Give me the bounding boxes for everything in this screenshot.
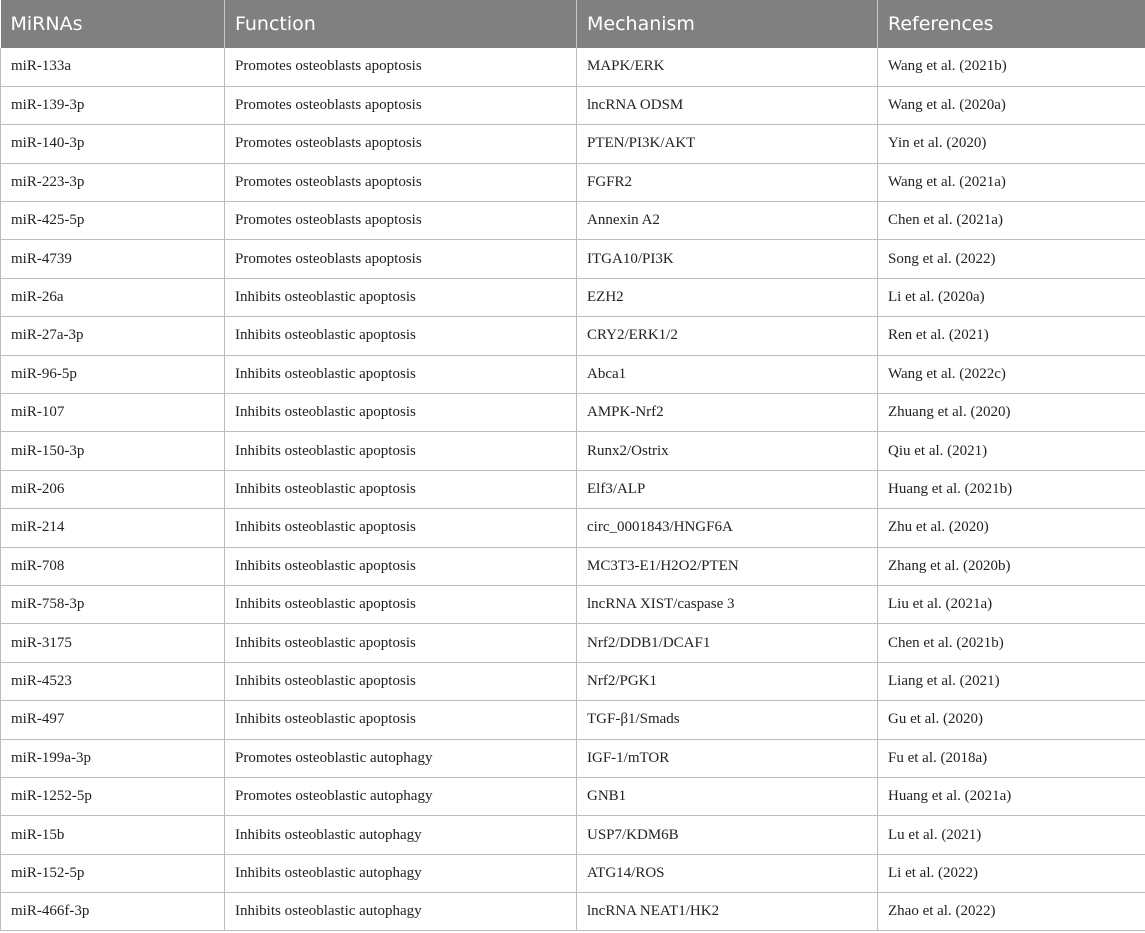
table-row <box>1 624 1145 662</box>
cell-function: Promotes osteoblasts apoptosis <box>225 48 577 86</box>
table-row <box>1 854 1145 892</box>
cell-reference: Zhao et al. (2022) <box>878 893 1145 931</box>
cell-mechanism: GNB1 <box>577 777 878 815</box>
cell-function: Promotes osteoblastic autophagy <box>225 739 577 777</box>
cell-reference: Chen et al. (2021a) <box>878 202 1145 240</box>
cell-mechanism: EZH2 <box>577 278 878 316</box>
cell-function: Inhibits osteoblastic apoptosis <box>225 585 577 623</box>
table-row <box>1 585 1145 623</box>
cell-mechanism: ITGA10/PI3K <box>577 240 878 278</box>
header-references: References <box>888 13 994 35</box>
cell-mirna: miR-206 <box>1 470 225 508</box>
cell-reference: Huang et al. (2021a) <box>878 777 1145 815</box>
table-row <box>1 317 1145 355</box>
cell-mirna: miR-27a-3p <box>1 317 225 355</box>
table-row <box>1 701 1145 739</box>
cell-reference: Liu et al. (2021a) <box>878 585 1145 623</box>
header-function: Function <box>225 0 577 48</box>
cell-mechanism: PTEN/PI3K/AKT <box>577 125 878 163</box>
cell-mechanism: TGF-β1/Smads <box>577 701 878 739</box>
cell-reference: Lu et al. (2021) <box>878 816 1145 854</box>
table-row <box>1 394 1145 432</box>
cell-mirna: miR-15b <box>1 816 225 854</box>
cell-mirna: miR-758-3p <box>1 585 225 623</box>
cell-function: Inhibits osteoblastic autophagy <box>225 816 577 854</box>
cell-function: Inhibits osteoblastic autophagy <box>225 854 577 892</box>
cell-reference: Huang et al. (2021b) <box>878 470 1145 508</box>
cell-reference: Zhuang et al. (2020) <box>878 394 1145 432</box>
cell-reference: Wang et al. (2021a) <box>878 163 1145 201</box>
table-row <box>1 125 1145 163</box>
cell-reference: Wang et al. (2020a) <box>878 86 1145 124</box>
table-row <box>1 777 1145 815</box>
cell-mechanism: CRY2/ERK1/2 <box>577 317 878 355</box>
cell-function: Promotes osteoblasts apoptosis <box>225 125 577 163</box>
cell-function: Inhibits osteoblastic apoptosis <box>225 355 577 393</box>
cell-mechanism: Elf3/ALP <box>577 470 878 508</box>
table-row <box>1 240 1145 278</box>
table-row <box>1 509 1145 547</box>
cell-mirna: miR-199a-3p <box>1 739 225 777</box>
cell-reference: Liang et al. (2021) <box>878 662 1145 700</box>
header-mechanism: Mechanism <box>577 0 878 48</box>
table-row <box>1 48 1145 86</box>
cell-mechanism: USP7/KDM6B <box>577 816 878 854</box>
cell-mechanism: lncRNA XIST/caspase 3 <box>577 585 878 623</box>
table-row <box>1 202 1145 240</box>
cell-mirna: miR-708 <box>1 547 225 585</box>
cell-reference: Fu et al. (2018a) <box>878 739 1145 777</box>
cell-mirna: miR-466f-3p <box>1 893 225 931</box>
cell-function: Promotes osteoblasts apoptosis <box>225 163 577 201</box>
cell-mechanism: FGFR2 <box>577 163 878 201</box>
cell-function: Inhibits osteoblastic apoptosis <box>225 662 577 700</box>
cell-mirna: miR-139-3p <box>1 86 225 124</box>
cell-mirna: miR-140-3p <box>1 125 225 163</box>
cell-function: Promotes osteoblastic autophagy <box>225 777 577 815</box>
cell-reference: Zhang et al. (2020b) <box>878 547 1145 585</box>
cell-function: Inhibits osteoblastic apoptosis <box>225 432 577 470</box>
cell-mirna: miR-4739 <box>1 240 225 278</box>
cell-reference: Wang et al. (2021b) <box>878 48 1145 86</box>
cell-mirna: miR-152-5p <box>1 854 225 892</box>
table-row <box>1 662 1145 700</box>
header-row <box>1 0 1145 48</box>
cell-function: Inhibits osteoblastic apoptosis <box>225 624 577 662</box>
cell-function: Promotes osteoblasts apoptosis <box>225 86 577 124</box>
cell-mirna: miR-425-5p <box>1 202 225 240</box>
cell-mirna: miR-1252-5p <box>1 777 225 815</box>
cell-mechanism: lncRNA NEAT1/HK2 <box>577 893 878 931</box>
cell-mechanism: Annexin A2 <box>577 202 878 240</box>
cell-mechanism: Nrf2/PGK1 <box>577 662 878 700</box>
table-row <box>1 893 1145 931</box>
table-row <box>1 470 1145 508</box>
cell-function: Inhibits osteoblastic apoptosis <box>225 547 577 585</box>
cell-function: Inhibits osteoblastic autophagy <box>225 893 577 931</box>
cell-mechanism: MC3T3-E1/H2O2/PTEN <box>577 547 878 585</box>
cell-mechanism: IGF-1/mTOR <box>577 739 878 777</box>
cell-reference: Li et al. (2022) <box>878 854 1145 892</box>
cell-reference: Wang et al. (2022c) <box>878 355 1145 393</box>
cell-function: Inhibits osteoblastic apoptosis <box>225 394 577 432</box>
cell-mechanism: MAPK/ERK <box>577 48 878 86</box>
cell-reference: Qiu et al. (2021) <box>878 432 1145 470</box>
table-row <box>1 86 1145 124</box>
cell-mirna: miR-4523 <box>1 662 225 700</box>
cell-mechanism: circ_0001843/HNGF6A <box>577 509 878 547</box>
table-row <box>1 547 1145 585</box>
cell-reference: Ren et al. (2021) <box>878 317 1145 355</box>
cell-function: Inhibits osteoblastic apoptosis <box>225 509 577 547</box>
cell-reference: Chen et al. (2021b) <box>878 624 1145 662</box>
cell-function: Promotes osteoblasts apoptosis <box>225 240 577 278</box>
cell-mechanism: AMPK-Nrf2 <box>577 394 878 432</box>
cell-mechanism: Abca1 <box>577 355 878 393</box>
cell-mirna: miR-223-3p <box>1 163 225 201</box>
table-row <box>1 163 1145 201</box>
table-row <box>1 355 1145 393</box>
table-header <box>1 0 1145 48</box>
cell-mirna: miR-214 <box>1 509 225 547</box>
cell-mirna: miR-107 <box>1 394 225 432</box>
table-row <box>1 739 1145 777</box>
cell-mirna: miR-150-3p <box>1 432 225 470</box>
cell-function: Inhibits osteoblastic apoptosis <box>225 701 577 739</box>
cell-function: Inhibits osteoblastic apoptosis <box>225 278 577 316</box>
cell-reference: Li et al. (2020a) <box>878 278 1145 316</box>
cell-mirna: miR-26a <box>1 278 225 316</box>
cell-reference: Song et al. (2022) <box>878 240 1145 278</box>
table-row <box>1 278 1145 316</box>
cell-function: Promotes osteoblasts apoptosis <box>225 202 577 240</box>
cell-function: Inhibits osteoblastic apoptosis <box>225 470 577 508</box>
table-body <box>1 48 1145 931</box>
table-row <box>1 432 1145 470</box>
cell-mechanism: lncRNA ODSM <box>577 86 878 124</box>
cell-mirna: miR-3175 <box>1 624 225 662</box>
cell-reference: Yin et al. (2020) <box>878 125 1145 163</box>
cell-mechanism: Runx2/Ostrix <box>577 432 878 470</box>
cell-function: Inhibits osteoblastic apoptosis <box>225 317 577 355</box>
cell-reference: Zhu et al. (2020) <box>878 509 1145 547</box>
cell-mechanism: Nrf2/DDB1/DCAF1 <box>577 624 878 662</box>
table-row <box>1 816 1145 854</box>
cell-mirna: miR-96-5p <box>1 355 225 393</box>
cell-mirna: miR-133a <box>1 48 225 86</box>
cell-reference: Gu et al. (2020) <box>878 701 1145 739</box>
header-mirnas: MiRNAs <box>1 0 225 48</box>
cell-mirna: miR-497 <box>1 701 225 739</box>
cell-mechanism: ATG14/ROS <box>577 854 878 892</box>
